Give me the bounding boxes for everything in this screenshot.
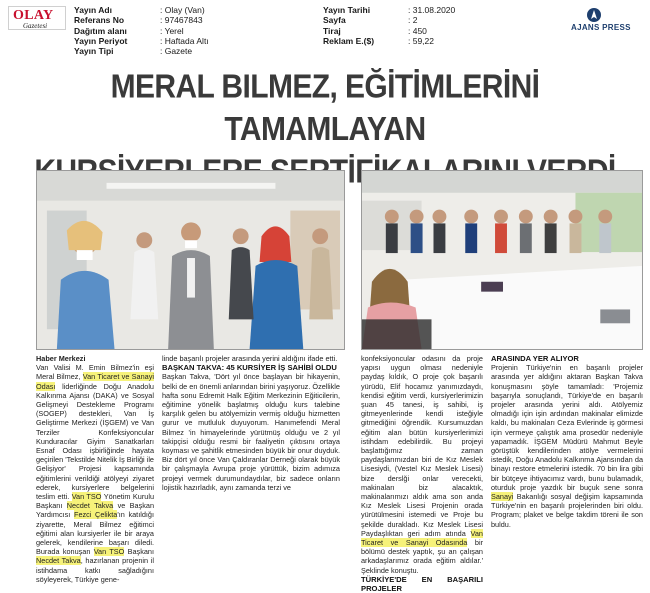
- publication-meta-right: [323, 5, 455, 46]
- meta-value: : Yerel: [160, 25, 184, 36]
- text-run: linde başarılı projeler arasında yerini aldığını ifade etti.: [162, 354, 338, 363]
- column-paragraph: [162, 363, 340, 372]
- meta-key: Tiraj: [323, 25, 341, 36]
- subheading: ARASINDA YER ALIYOR: [491, 354, 579, 363]
- subheading: BAŞKAN TAKVA: 45 KURSİYER İŞ SAHİBİ OLDU: [162, 363, 337, 373]
- meta-key: Referans No: [74, 15, 125, 26]
- article-photo-right: [361, 170, 643, 350]
- column-paragraph: [36, 354, 154, 584]
- text-run: Projenin Türkiye'nin en başarılı projeler arasında yer aldığını aktaran Başkan Takva konuşmasını şöyle tamamladı: 'Projemiz başarıyla sonuçlandı, Türkiye'de en başarılı projeler arasında yerini aldı. Atölyemiz olmadığı için işin ardından makinalar elimizde kaldı, bu makinaları Ceza Evlerinde iş görmesi için vermeye çalıştık ama prosedür nedeniyle yapamadık. İŞGEM Müdürü Mahmut Beyle görüştük kendilerinden atölye vermelerini istedik, Doğu Anadolu Kalkınma Ajansından da binayı restore etmelerini istedik. 70 bin lira gibi bir bütçeye ihtiyacımız vardı, bunu bulamadık, oturduk proje yazdık bir buçuk sene sonra: [491, 363, 643, 492]
- photo-workshop-illustration: [362, 171, 642, 349]
- meta-key: Yayın Tipi: [74, 46, 114, 57]
- highlighted-term: Necdet Takva: [66, 501, 114, 511]
- text-run: Başkanı: [127, 547, 154, 557]
- meta-row: [323, 26, 455, 36]
- meta-value: : 31.08.2020: [408, 5, 456, 15]
- text-run: liderliğinde Doğu Anadolu Kalkınma Ajansı (DAKA) ve Sosyal Gelişmeyi Destekleme Programı (SOGEP) destekleri, Van İş Geliştirme Merkezi (İŞGEM) ve Van Terziler Konfeksiyoncular Kunduracılar Giyim Sanatkarları Esnaf Odası işbirliğinde hayata geçirilen 'Tekstilde Nitelik İş Birliği ile Gelişiyor' Projesi kapsamında eğitimlerini verildiği atölyeyi ziyaret ederek, kursiyerlere belgelerini teslim etti.: [36, 381, 154, 502]
- meta-value: : 450: [408, 25, 427, 36]
- text-run: Bakanlığı sosyal değişim kapsamında Türkiye'nin en başarılı projelerinden biri oldu. Program; plaket ve belge takdim töreni ile son buldu.: [491, 492, 643, 529]
- publication-meta-left: [74, 5, 209, 56]
- column-paragraph: [361, 575, 483, 593]
- highlighted-term: Necdet Takva: [36, 556, 81, 566]
- meta-value: : 59,22: [408, 35, 434, 46]
- meta-value: : 97467843: [160, 15, 203, 26]
- article-column-1: [36, 354, 154, 584]
- meta-value: : Haftada Altı: [160, 35, 209, 46]
- article-column-4: [491, 354, 643, 529]
- text-run: bir bölümü destek yaptık, şu an çalışan arkadaşlarımız orada eğitim aldılar.' Şeklinde konuştu.: [361, 538, 483, 575]
- meta-key: Yayın Adı: [74, 5, 112, 15]
- highlighted-term: Fezci Çelikta: [73, 510, 118, 520]
- meta-row: [323, 36, 455, 46]
- article-photo-left: [36, 170, 345, 350]
- agency-mark-icon: [587, 8, 601, 22]
- column-paragraph: [361, 354, 483, 575]
- meta-key: Yayın Periyot: [74, 35, 128, 46]
- column-paragraph: [491, 363, 643, 529]
- meta-row: [323, 15, 455, 25]
- text-run: Başkan Takva, 'Dört yıl önce başlayan bir hikayenin, belki de en önemli anlarından birini yaşıyoruz. Özellikle hafta sonu Edremit Halk Eğitim Merkezinin Eğiticilerin, eğitimine yönelik başlatmış olduğu kurs talebine karşılık gelen bu atölyemizin vermiş olduğu hizmetten gurur ve mutluluk duyuyorum. Hanımefendi Meral Bilmez 'in himayelerinde yürütmüş olduğu ve 2 yıl takipçisi olduğu resmi bir faaliyetin çıktısını ortaya koyması ve şahitlik etmesinden büyük bir onur duyduk. Biz dört yıl önce Van Çaldıranlar Derneği olarak büyük bir çalışmayla Avrupa proje yürüttük, bizim adımıza projeyi vermek durumundaydılar, biz sadece onların lojistik hazırladık, aynı zamanda terzi ve: [162, 372, 340, 492]
- text-run: , hazırlanan projenin il istihdama katkı sağladığını söyleyerek, Türkiye gene-: [36, 556, 155, 584]
- text-run: Van Valisi M. Emin Bilmez'in eşi Meral Bilmez,: [36, 363, 154, 382]
- subheading: TÜRKİYE'DE EN BAŞARILI PROJELER: [361, 574, 483, 593]
- highlighted-term: Sanayi: [491, 492, 514, 502]
- agency-name: AJANS PRESS: [571, 23, 631, 32]
- headline-line-1: MERAL BILMEZ, EĞİTİMLERİNİ TAMAMLAYAN: [110, 68, 540, 148]
- meta-key: Reklam E.($): [323, 35, 375, 46]
- byline: Haber Merkezi: [36, 354, 86, 363]
- meta-key: Sayfa: [323, 15, 346, 26]
- article-column-3: [361, 354, 483, 593]
- meta-row: [74, 46, 209, 56]
- text-run: Yönetim Kurulu Başkanı: [36, 492, 155, 511]
- clipping-header: [0, 0, 650, 64]
- text-run: 'ın katıldığı ziyarette, Meral Bilmez eğitimci eğitimi alan kursiyerler ile bir araya gelerek, kendilerine başarı diledi. Burada konuşan: [36, 510, 155, 557]
- meta-key: Dağıtım alanı: [74, 25, 127, 36]
- logo-subtitle: Gazetesi: [23, 22, 48, 30]
- meta-row: [323, 5, 455, 15]
- meta-row: [74, 26, 209, 36]
- column-paragraph: [162, 372, 340, 492]
- meta-value: : 2: [408, 15, 418, 26]
- highlighted-term: Van Ticaret ve Sanayi Odasında: [361, 528, 483, 548]
- photo-visit-illustration: [37, 171, 344, 349]
- meta-row: [74, 5, 209, 15]
- column-paragraph: [491, 354, 643, 363]
- highlighted-term: Van TSO: [93, 547, 125, 557]
- article-column-2: [162, 354, 340, 492]
- meta-row: [74, 15, 209, 25]
- text-run: ve Başkan Yardımcısı: [36, 501, 155, 520]
- text-run: konfeksiyoncular odasını da proje yapısı uygun olması nedeniyle paydaş kıldık, O proje çok başarılı yürüdü, Elif hocamız yanımızdaydı, kendisi eğitim verdi, kursiyerlerimizin şuan 45 tanesi, iş sahibi, iş gitmeyenlerinde kendi isteğiyle gitmediğini öğrendik. Kursumuzdan eğitim alan bütün kursiyerlerimizi istihdam edebilirdik. Bu projeyi başlattığımız zaman paydaşlarımızdan biri de Kız Meslek Lisesiydi, (Vestel Kız Meslek Lisesi) bize derslği onlar verecekti, makinaları biz alacaktık, makinalarımızı aldık ama son anda Kız Meslek Lisesi Projenin orada yürütülmesini istemedi ve Proje bu şekilde durakladı. Kız Meslek Lisesi Paydaşlıktan geri adım atında: [361, 354, 483, 538]
- highlighted-term: Van Ticaret ve Sanayi Odası: [36, 372, 154, 391]
- agency-logo: [571, 8, 643, 38]
- meta-key: Yayın Tarihi: [323, 5, 371, 15]
- logo-name: OLAY: [13, 8, 54, 23]
- meta-value: : Gazete: [160, 46, 193, 57]
- column-paragraph: [162, 354, 340, 363]
- meta-value: : Olay (Van): [160, 5, 205, 15]
- newspaper-logo: [8, 6, 66, 30]
- meta-row: [74, 36, 209, 46]
- highlighted-term: Van TSO: [71, 492, 102, 502]
